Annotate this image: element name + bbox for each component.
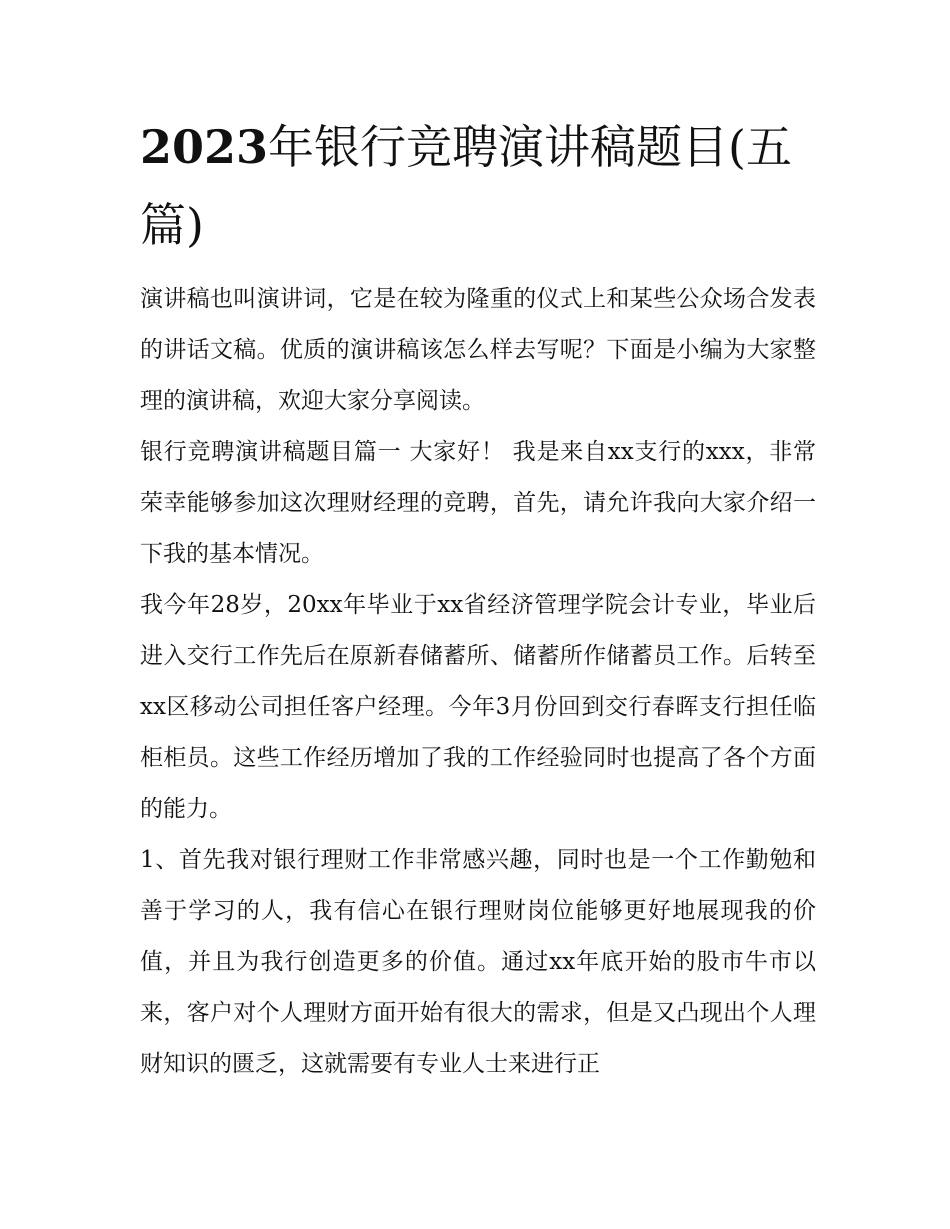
title-text: 年银行竞聘演讲稿题目(五篇) xyxy=(140,120,792,252)
document-title xyxy=(140,108,816,264)
paragraph-point-1: 1、首先我对银行理财工作非常感兴趣，同时也是一个工作勤勉和善于学习的人，我有信心在银行理财岗位能够更好地展现我的价值，并且为我行创造更多的价值。通过xx年底开始的股市牛市以来，客户对个人理财方面开始有很大的需求，但是又凸现出个人理财知识的匮乏，这就需要有专业人士来进行正 xyxy=(140,847,816,1077)
paragraph-intro: 演讲稿也叫演讲词，它是在较为隆重的仪式上和某些公众场合发表的讲话文稿。优质的演讲稿该怎么样去写呢？下面是小编为大家整理的演讲稿，欢迎大家分享阅读。 xyxy=(140,286,816,414)
title-year: 2023 xyxy=(140,120,269,174)
document-page xyxy=(140,108,816,1090)
paragraph-background: 我今年28岁，20xx年毕业于xx省经济管理学院会计专业，毕业后进入交行工作先后在原新春储蓄所、储蓄所作储蓄员工作。后转至xx区移动公司担任客户经理。今年3月份回到交行春晖支行担任临柜柜员。这些工作经历增加了我的工作经验同时也提高了各个方面的能力。 xyxy=(140,592,816,822)
paragraph-greeting: 银行竞聘演讲稿题目篇一 大家好！ 我是来自xx支行的xxx，非常荣幸能够参加这次理财经理的竞聘，首先，请允许我向大家介绍一下我的基本情况。 xyxy=(140,439,816,567)
